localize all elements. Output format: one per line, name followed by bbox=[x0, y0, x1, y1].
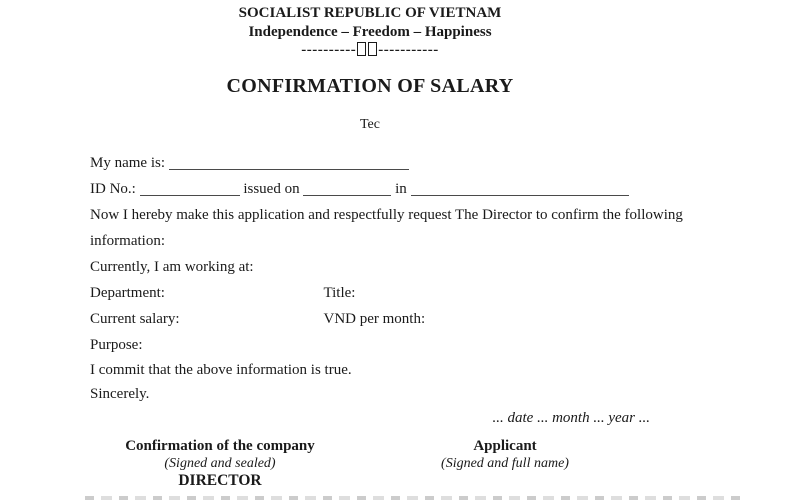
applicant-signature-title: Applicant bbox=[473, 438, 537, 454]
issued-on-label: issued on bbox=[243, 181, 300, 197]
signature-block bbox=[90, 438, 650, 489]
department-label: Department: bbox=[90, 285, 165, 301]
company-signature-column bbox=[90, 438, 350, 489]
document-title: CONFIRMATION OF SALARY bbox=[226, 75, 514, 97]
cutoff-next-line-edge bbox=[85, 496, 740, 500]
date-placeholder-row: ... date ... month ... year ... bbox=[492, 410, 650, 426]
document-body bbox=[90, 150, 683, 430]
request-line-1: Now I hereby make this application and respectfully request The Director to confirm the following bbox=[90, 207, 683, 223]
divider-dashes-right: ----------- bbox=[378, 42, 439, 58]
issued-in-label: in bbox=[395, 181, 407, 197]
vnd-per-month-label: VND per month: bbox=[323, 311, 426, 327]
company-signature-note: (Signed and sealed) bbox=[164, 456, 276, 471]
header-divider bbox=[90, 42, 650, 58]
company-name: Tec bbox=[359, 117, 380, 132]
id-label: ID No.: bbox=[90, 181, 136, 197]
issued-place-blank-field bbox=[411, 183, 629, 196]
purpose-row: Purpose: bbox=[90, 337, 143, 353]
applicant-signature-column bbox=[395, 438, 615, 489]
company-signature-title: Confirmation of the company bbox=[125, 438, 315, 454]
department-title-row bbox=[90, 280, 650, 306]
name-row bbox=[90, 150, 650, 176]
id-row bbox=[90, 176, 650, 202]
closing-row: Sincerely. bbox=[90, 386, 150, 402]
name-label: My name is: bbox=[90, 155, 165, 171]
national-header-country: SOCIALIST REPUBLIC OF VIETNAM bbox=[238, 5, 502, 21]
divider-dashes-left: ---------- bbox=[301, 42, 357, 58]
applicant-signature-note: (Signed and full name) bbox=[441, 456, 569, 471]
request-line-2: information: bbox=[90, 233, 165, 249]
director-label: DIRECTOR bbox=[178, 472, 262, 489]
salary-row bbox=[90, 306, 650, 332]
document-content bbox=[90, 0, 683, 489]
commitment-row: I commit that the above information is true. bbox=[90, 362, 352, 378]
working-at-row: Currently, I am working at: bbox=[90, 259, 254, 275]
national-header-motto: Independence – Freedom – Happiness bbox=[248, 24, 492, 40]
current-salary-label: Current salary: bbox=[90, 311, 180, 327]
id-number-blank-field bbox=[140, 183, 240, 196]
name-blank-field bbox=[169, 157, 409, 170]
missing-glyph-box-icon bbox=[368, 42, 377, 56]
title-label: Title: bbox=[323, 285, 356, 301]
missing-glyph-box-icon bbox=[357, 42, 366, 56]
issued-date-blank-field bbox=[303, 183, 391, 196]
